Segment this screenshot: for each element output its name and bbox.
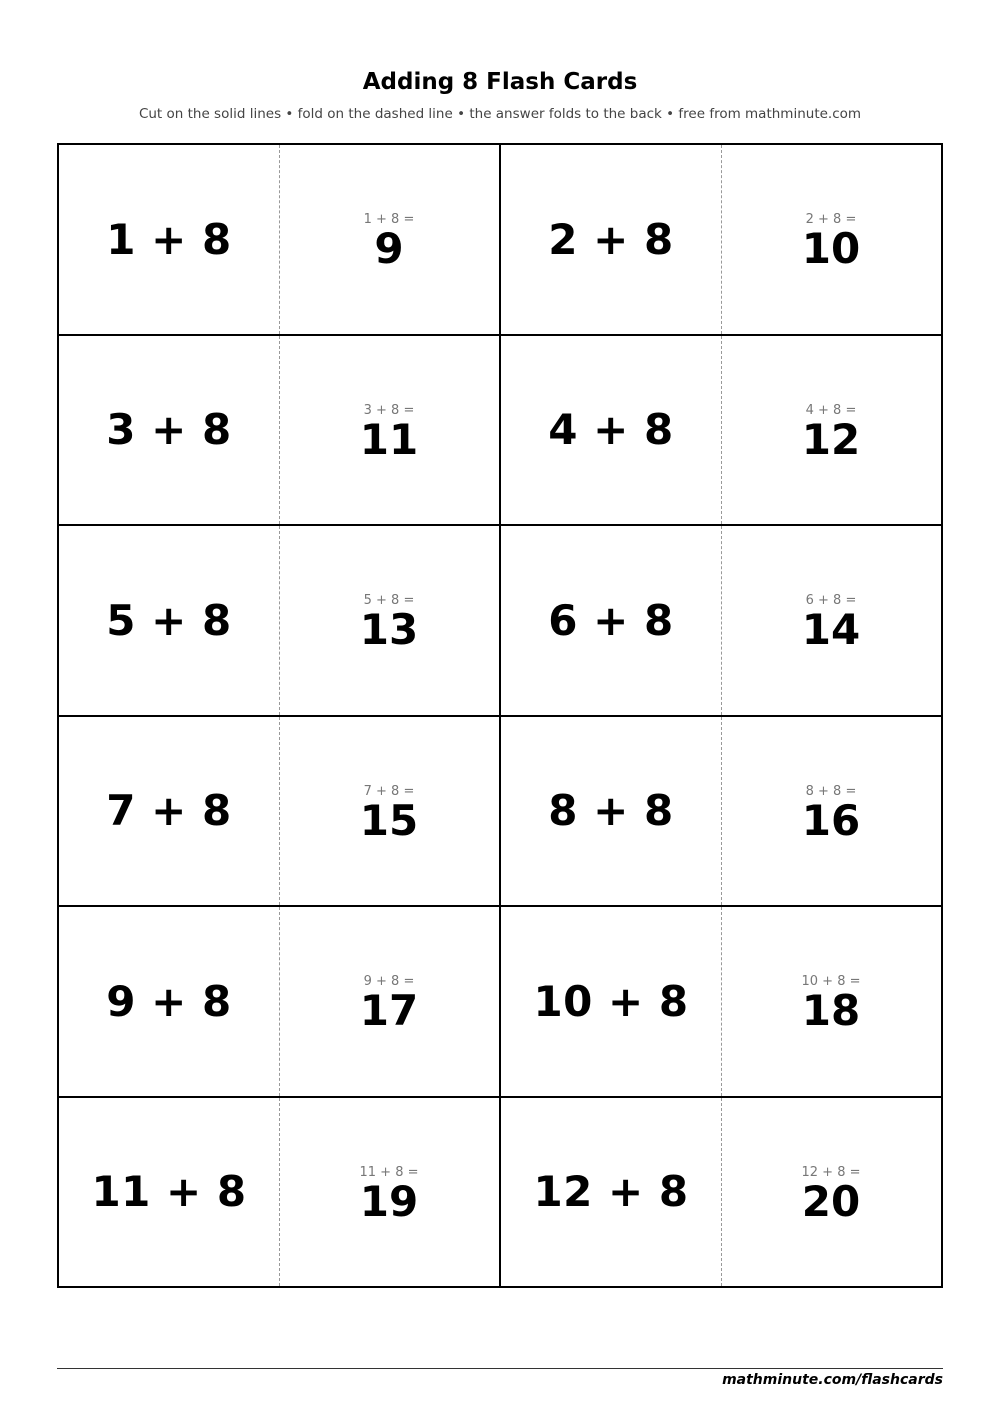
fold-line xyxy=(721,717,722,906)
card-back xyxy=(279,717,499,906)
card-answer: 17 xyxy=(359,986,419,1036)
card-front xyxy=(501,907,721,1096)
card-answer: 14 xyxy=(801,605,861,655)
card-hint: 5 + 8 = xyxy=(363,593,415,609)
footer-link[interactable]: mathminute.com/flashcards xyxy=(722,1372,943,1388)
flash-card xyxy=(59,717,501,908)
card-problem: 5 + 8 xyxy=(106,595,232,645)
card-hint: 12 + 8 = xyxy=(801,1164,861,1180)
card-answer: 9 xyxy=(374,224,404,274)
card-hint: 10 + 8 = xyxy=(801,974,861,990)
flash-card xyxy=(501,1098,943,1289)
flash-card xyxy=(59,145,501,336)
flash-card xyxy=(59,907,501,1098)
fold-line xyxy=(721,1098,722,1287)
card-answer: 20 xyxy=(801,1176,861,1226)
page-subtitle: Cut on the solid lines • fold on the dashed line • the answer folds to the back • free from mathminute.com xyxy=(138,106,862,122)
flash-card xyxy=(501,145,943,336)
card-answer: 12 xyxy=(801,414,861,464)
flash-card xyxy=(59,1098,501,1289)
card-hint: 9 + 8 = xyxy=(363,974,415,990)
card-problem: 4 + 8 xyxy=(548,405,674,455)
card-front xyxy=(59,145,279,334)
card-hint: 7 + 8 = xyxy=(363,783,415,799)
card-front xyxy=(59,717,279,906)
card-front xyxy=(501,145,721,334)
card-problem: 12 + 8 xyxy=(533,1167,689,1217)
fold-line xyxy=(279,526,280,715)
page-title: Adding 8 Flash Cards xyxy=(362,69,638,95)
card-back xyxy=(721,526,941,715)
card-hint: 2 + 8 = xyxy=(805,212,857,228)
card-hint: 4 + 8 = xyxy=(805,402,857,418)
card-back xyxy=(279,526,499,715)
card-back xyxy=(279,336,499,525)
footer-divider xyxy=(57,1368,943,1369)
card-back xyxy=(721,907,941,1096)
fold-line xyxy=(721,526,722,715)
fold-line xyxy=(721,336,722,525)
card-back xyxy=(721,1098,941,1287)
card-answer: 18 xyxy=(801,986,861,1036)
card-problem: 10 + 8 xyxy=(533,976,689,1026)
card-answer: 10 xyxy=(801,224,861,274)
card-hint: 6 + 8 = xyxy=(805,593,857,609)
card-back xyxy=(721,336,941,525)
card-answer: 15 xyxy=(359,795,419,845)
card-back xyxy=(279,1098,499,1287)
flash-card xyxy=(501,336,943,527)
card-hint: 3 + 8 = xyxy=(363,402,415,418)
card-back xyxy=(279,145,499,334)
card-hint: 1 + 8 = xyxy=(363,212,415,228)
flash-card xyxy=(59,336,501,527)
fold-line xyxy=(279,907,280,1096)
fold-line xyxy=(721,907,722,1096)
card-front xyxy=(59,336,279,525)
card-front xyxy=(501,1098,721,1287)
card-problem: 8 + 8 xyxy=(548,786,674,836)
card-problem: 2 + 8 xyxy=(548,214,674,264)
flash-card-grid xyxy=(57,143,943,1288)
card-front xyxy=(59,1098,279,1287)
card-front xyxy=(501,717,721,906)
card-problem: 11 + 8 xyxy=(91,1167,247,1217)
card-answer: 13 xyxy=(359,605,419,655)
card-problem: 1 + 8 xyxy=(106,214,232,264)
flash-card xyxy=(501,717,943,908)
fold-line xyxy=(279,717,280,906)
card-problem: 9 + 8 xyxy=(106,976,232,1026)
card-problem: 3 + 8 xyxy=(106,405,232,455)
card-problem: 6 + 8 xyxy=(548,595,674,645)
card-answer: 16 xyxy=(801,795,861,845)
card-answer: 11 xyxy=(359,414,419,464)
card-problem: 7 + 8 xyxy=(106,786,232,836)
card-front xyxy=(501,336,721,525)
card-back xyxy=(721,145,941,334)
flash-card xyxy=(59,526,501,717)
card-answer: 19 xyxy=(359,1176,419,1226)
card-hint: 11 + 8 = xyxy=(359,1164,419,1180)
card-hint: 8 + 8 = xyxy=(805,783,857,799)
card-back xyxy=(279,907,499,1096)
fold-line xyxy=(721,145,722,334)
card-front xyxy=(59,526,279,715)
fold-line xyxy=(279,145,280,334)
fold-line xyxy=(279,1098,280,1287)
card-front xyxy=(59,907,279,1096)
flash-card xyxy=(501,526,943,717)
fold-line xyxy=(279,336,280,525)
flash-card xyxy=(501,907,943,1098)
card-front xyxy=(501,526,721,715)
card-back xyxy=(721,717,941,906)
